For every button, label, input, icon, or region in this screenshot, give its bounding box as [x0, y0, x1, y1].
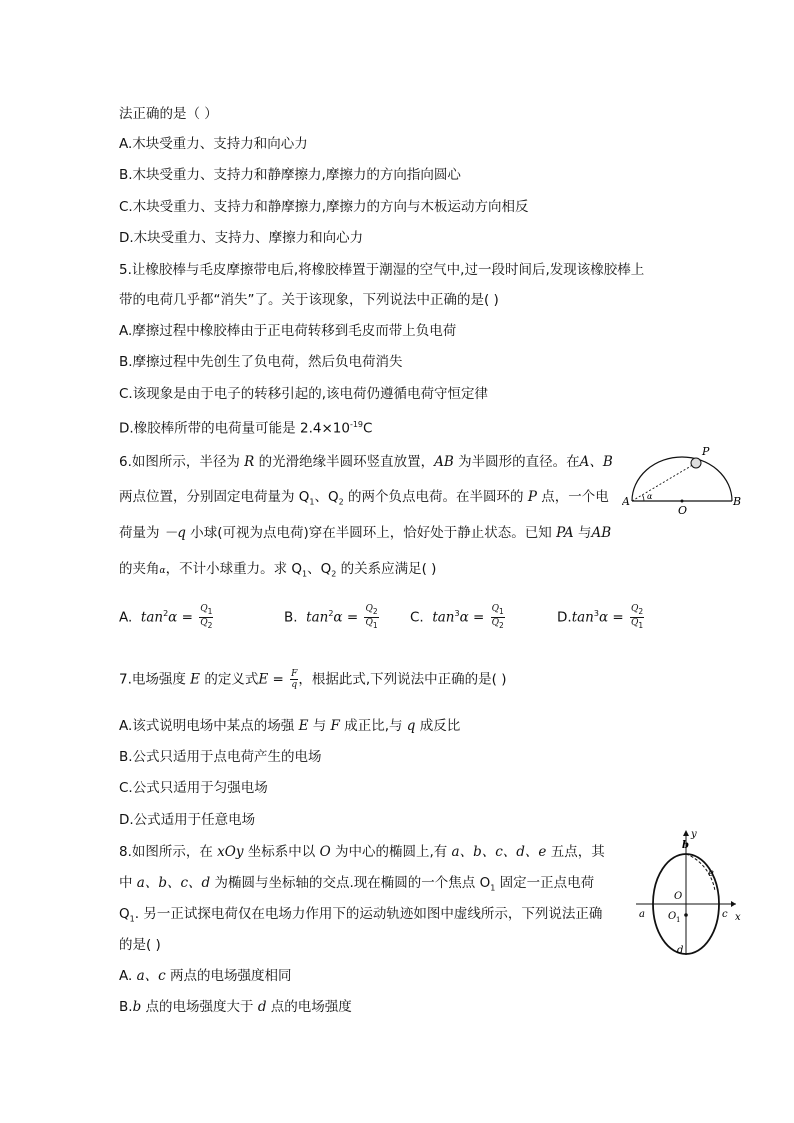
q7-option-c: [119, 778, 268, 798]
var: α: [598, 609, 609, 626]
exponent: 3: [454, 608, 460, 618]
q7-option-b: [119, 747, 322, 767]
equals: =: [468, 609, 489, 626]
label-alpha: α: [647, 492, 653, 501]
text: 成反比: [415, 718, 461, 734]
fraction: [491, 604, 505, 631]
q4-option-c: [119, 197, 529, 217]
pa-dashed-line: [632, 463, 696, 501]
label-p: P: [702, 446, 710, 458]
text: 、Q: [307, 561, 332, 577]
text: 两点的电场强度相同: [165, 968, 292, 984]
var: d: [257, 999, 267, 1015]
equals: =: [608, 609, 628, 626]
focus-charge: [684, 913, 688, 917]
text: A.摩擦过程中橡胶棒由于正电荷转移到毛皮而带上负电荷: [119, 323, 457, 339]
label-b-point: b: [682, 840, 689, 851]
text: 的是( ): [119, 937, 161, 953]
q6-option-c: [410, 604, 505, 631]
text: 中: [119, 875, 137, 891]
text: C.该现象是由于电子的转移引起的,该电荷仍遵循电荷守恒定律: [119, 386, 489, 402]
var: P: [527, 489, 537, 505]
text: 7.电场强度: [119, 671, 191, 688]
text: A.木块受重力、支持力和向心力: [119, 136, 308, 152]
label-c-point: c: [722, 909, 728, 920]
question-5-stem-1: [119, 260, 644, 280]
subscript: 1: [372, 620, 378, 630]
subscript: 1: [207, 606, 213, 616]
exponent: 3: [593, 608, 599, 618]
unit: C: [363, 420, 373, 437]
text: 6.如图所示，半径为: [119, 454, 245, 470]
var: Q: [200, 617, 208, 628]
func: tan: [306, 609, 329, 626]
label-d-point: d: [677, 945, 684, 956]
text: 小球(可视为点电荷)穿在半圆环上，恰好处于静止状态。已知: [185, 525, 557, 541]
question-5-stem-2: [119, 290, 499, 310]
text: 、Q: [314, 489, 339, 505]
q8-option-a: [119, 966, 292, 986]
text: C.木块受重力、支持力和静摩擦力,摩擦力的方向与木板运动方向相反: [119, 199, 529, 215]
text: Q: [119, 906, 130, 922]
subscript: 1: [499, 606, 504, 616]
func: tan: [140, 609, 164, 626]
text: ，不计小球重力。求 Q: [165, 561, 302, 577]
var: F: [330, 718, 340, 734]
func: tan: [571, 609, 594, 626]
question-8-stem-4: [119, 935, 161, 955]
var: a、c: [136, 968, 166, 984]
subscript: 1: [129, 914, 135, 924]
label-o: O: [674, 891, 683, 902]
text: D.公式适用于任意电场: [119, 812, 256, 828]
text: 法正确的是（ ）: [119, 106, 218, 122]
equals: =: [177, 609, 198, 626]
var: q: [406, 718, 416, 734]
text: . 另一正试探电荷仅在电场力作用下的运动轨迹如图中虚线所示，下列说法正确: [134, 906, 603, 922]
text: B.: [119, 999, 133, 1015]
question-8-stem-2: [119, 873, 594, 899]
var: E: [298, 718, 309, 734]
question-8-stem-1: [119, 842, 605, 862]
q5-option-a: [119, 321, 456, 341]
q6-option-d: [557, 604, 644, 631]
question-6-stem-3: [119, 523, 611, 543]
var: Q: [200, 604, 208, 614]
text: 的光滑绝缘半圆环竖直放置，: [254, 454, 435, 470]
q7-option-d: [119, 810, 255, 830]
var: O: [319, 844, 331, 860]
text: D.木块受重力、支持力、摩擦力和向心力: [119, 230, 364, 246]
exponent: 2: [163, 608, 169, 618]
label: A.: [119, 609, 133, 626]
question-8-stem-3: [119, 904, 602, 930]
text: C.公式只适用于匀强电场: [119, 780, 268, 796]
var: α: [159, 566, 166, 576]
var: －q: [163, 525, 186, 541]
q6-option-b: [284, 604, 379, 631]
ellipse-figure: [636, 827, 746, 957]
label-y: y: [691, 829, 697, 840]
text: 与: [308, 718, 331, 734]
text: 为椭圆与坐标轴的交点.现在椭圆的一个焦点 O: [210, 875, 491, 891]
subscript: 2: [331, 569, 337, 579]
text: 的定义式: [200, 671, 259, 688]
equals: =: [268, 671, 289, 688]
text: B.木块受重力、支持力和静摩擦力,摩擦力的方向指向圆心: [119, 167, 461, 183]
label-a-point: a: [639, 909, 645, 920]
subscript: 1: [302, 569, 308, 579]
label-o1-sub: 1: [676, 916, 681, 924]
angle-arc: [643, 495, 645, 501]
equals: =: [342, 609, 363, 626]
exponent: -19: [349, 420, 364, 429]
text: 点的电场强度大于: [141, 999, 258, 1015]
label: B.: [284, 609, 298, 626]
subscript: 2: [638, 606, 644, 616]
fraction: [630, 604, 644, 631]
text: A.该式说明电场中某点的场强: [119, 718, 299, 734]
text: 与: [573, 525, 592, 541]
x-axis-arrow: [731, 901, 736, 907]
subscript: 2: [207, 620, 213, 630]
var: E: [190, 671, 201, 688]
var: a、b、c、d、e: [451, 844, 547, 860]
var: α: [333, 609, 343, 626]
var: α: [168, 609, 178, 626]
text: 点的电场强度: [266, 999, 352, 1015]
text: 带的电荷几乎都“消失”了。关于该现象，下列说法中正确的是( ): [119, 292, 499, 308]
text: 两点位置，分别固定电荷量为 Q: [119, 489, 310, 505]
var: Q: [491, 617, 499, 628]
var: PA: [556, 525, 574, 541]
var: F: [291, 669, 298, 679]
label-o: O: [678, 504, 688, 516]
var: AB: [434, 454, 454, 470]
subscript: 1: [490, 883, 496, 893]
label-x: x: [735, 912, 741, 923]
var: Q: [630, 617, 639, 628]
var: q: [291, 680, 298, 690]
q4-option-d: [119, 228, 363, 248]
var: Q: [365, 604, 373, 614]
q4-option-b: [119, 165, 461, 185]
y-axis-arrow: [683, 830, 689, 836]
fraction: [364, 604, 378, 631]
var: AB: [591, 525, 612, 541]
question-6-stem-1: [119, 452, 613, 472]
label: D.: [557, 609, 572, 626]
subscript: 1: [309, 497, 315, 507]
text: B.公式只适用于点电荷产生的电场: [119, 749, 322, 765]
var: E: [258, 671, 269, 688]
text: 8.如图所示，在: [119, 844, 218, 860]
text: 5.让橡胶棒与毛皮摩擦带电后,将橡胶棒置于潮湿的空气中,过一段时间后,发现该橡胶棒上: [119, 262, 645, 278]
question-6-stem-4: [119, 559, 436, 585]
var: A、B: [579, 454, 613, 470]
q4-option-a: [119, 134, 308, 154]
text: D.橡胶棒所带的电荷量可能是 2.4×10: [119, 420, 350, 437]
var: Q: [630, 604, 639, 614]
var: R: [244, 454, 255, 470]
text: B.摩擦过程中先创生了负电荷，然后负电荷消失: [119, 354, 403, 370]
var: Q: [365, 617, 373, 628]
q5-option-b: [119, 352, 403, 372]
exponent: 2: [328, 608, 334, 618]
var: α: [459, 609, 469, 626]
subscript: 1: [638, 620, 644, 630]
semicircle-figure: [622, 446, 742, 516]
text: 为半圆形的直径。在: [453, 454, 580, 470]
center-dot: [681, 500, 684, 503]
label-o1: O: [668, 911, 677, 922]
text: 五点，其: [546, 844, 605, 860]
label-a: A: [622, 495, 630, 508]
q6-option-a: [119, 604, 213, 631]
question-7-stem: [119, 669, 506, 690]
text: 固定一正点电荷: [495, 875, 595, 891]
q8-option-b: [119, 997, 352, 1017]
question-6-stem-2: [119, 487, 609, 513]
text: 点，一个电: [536, 489, 609, 505]
label-b: B: [733, 495, 742, 508]
subscript: 2: [338, 497, 344, 507]
text: 坐标系中以: [243, 844, 320, 860]
q7-option-a: [119, 716, 460, 736]
text: ，根据此式,下列说法中正确的是( ): [298, 671, 507, 688]
text: 荷量为: [119, 525, 164, 541]
var: xOy: [217, 844, 244, 860]
question-4-tail: [119, 104, 218, 124]
ball: [691, 458, 701, 468]
label: C.: [410, 609, 424, 626]
text: 为中心的椭圆上,有: [330, 844, 452, 860]
text: 的夹角: [119, 561, 160, 577]
text: A.: [119, 968, 137, 984]
var: b: [132, 999, 142, 1015]
var: Q: [491, 604, 499, 614]
var: a、b、c、d: [136, 875, 211, 891]
text: 成正比,与: [339, 718, 407, 734]
q5-option-d: [119, 415, 372, 439]
q5-option-c: [119, 384, 488, 404]
text: 的关系应满足( ): [336, 561, 437, 577]
fraction: [199, 604, 213, 631]
label-e-point: e: [708, 868, 714, 879]
subscript: 2: [372, 606, 378, 616]
func: tan: [432, 609, 455, 626]
subscript: 2: [499, 620, 504, 630]
text: 的两个负点电荷。在半圆环的: [343, 489, 528, 505]
